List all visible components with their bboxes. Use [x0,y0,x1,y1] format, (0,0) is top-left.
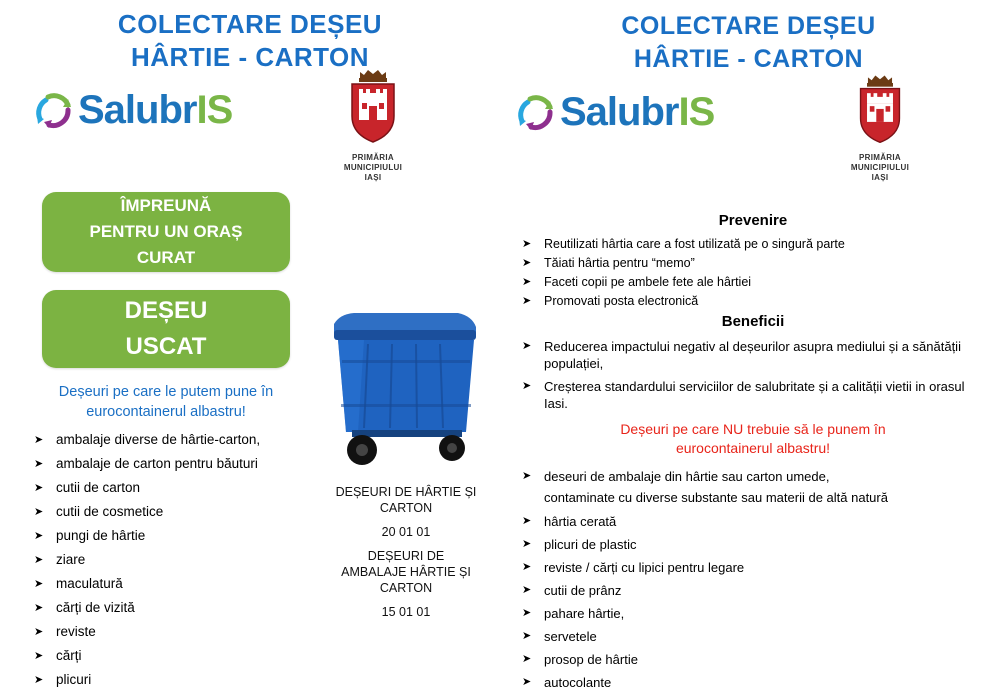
bin-caption-line2: CARTON [379,501,433,515]
coa-caption-line3: IAȘI [871,173,889,182]
forbidden-waste-list-2 [518,513,988,691]
green-box-2-line1: DEȘEU [124,297,208,324]
forbidden-note-line2: eurocontainerul albastru! [675,440,831,456]
accepted-note-line1: Deșeuri pe care le putem pune în [58,384,274,400]
left-logo-row [0,74,500,182]
bin-caption [310,484,502,628]
list-item: ➤ pahare hârtie, [518,605,988,622]
right-title [500,0,997,76]
right-panel [500,0,997,700]
salubris-wordmark-part1: Salubr [78,88,197,132]
forbidden-waste-list [518,468,988,485]
list-item: ➤ hârtia cerată [518,513,988,530]
list-item: ➤ ambalaje diverse de hârtie-carton, [30,432,310,448]
list-item: ➤ Faceti copii pe ambele fete ale hârtiei [518,275,988,290]
salubris-wordmark [560,90,714,135]
list-item: ➤ Reutilizati hârtia care a fost utilizată pe o singură parte [518,237,988,252]
bin-caption-line3: DEȘEURI DE [367,549,445,563]
right-content [518,212,988,697]
list-item: ➤ ziare [30,552,310,568]
coa-caption-line1: PRIMĂRIA [859,153,901,162]
salubris-logo [514,90,714,135]
salubris-wordmark [78,88,232,133]
right-title-line1: COLECTARE DEȘEU [621,12,876,40]
forbidden-waste-note [518,420,988,458]
right-logo-row [500,76,997,182]
list-item: ➤ cutii de carton [30,480,310,496]
forbidden-first-continuation: contaminate cu diverse substante sau materii de altă natură [544,490,888,505]
left-title-line1: COLECTARE DEȘEU [117,9,383,39]
prevention-heading: Prevenire [718,212,788,229]
salubris-wordmark-part2: IS [196,88,233,132]
green-box-2-line2: USCAT [125,333,207,360]
bin-caption-line4: AMBALAJE HÂRTIE ȘI [341,565,471,579]
left-coa-caption [338,153,408,183]
recycle-arrows-icon [514,91,558,135]
accepted-waste-note [30,382,302,422]
blue-waste-container-icon [316,300,496,480]
coa-caption-line1: PRIMĂRIA [352,153,394,162]
salubris-wordmark-part2: IS [678,90,715,134]
list-item: ➤ prosop de hârtie [518,651,988,668]
left-title [0,0,500,74]
right-title-line2: HÂRTIE - CARTON [633,45,864,73]
list-item: ➤ plicuri de plastic [518,536,988,553]
coa-caption-line2: MUNICIPIULUI [343,163,403,172]
list-item: ➤ cărți [30,648,310,664]
iasi-coat-of-arms-icon [342,133,404,150]
list-item: ➤ Promovati posta electronică [518,294,988,309]
green-box-1-line1: ÎMPREUNĂ [120,196,212,215]
list-item: ➤ cărți de vizită [30,600,310,616]
accepted-note-line2: eurocontainerul albastru! [86,404,246,420]
list-item: ➤ cutii de cosmetice [30,504,310,520]
forbidden-note-line1: Deșeuri pe care NU trebuie să le punem în [620,421,886,437]
right-coat-of-arms [845,70,915,183]
list-item: ➤ plicuri [30,672,310,688]
prevention-list [518,237,988,309]
waste-code-2: 15 01 01 [381,605,431,619]
salubris-logo [32,88,232,133]
bin-caption-line5: CARTON [379,581,433,595]
list-item: ➤ pungi de hârtie [30,528,310,544]
list-item: ➤ Reducerea impactului negativ al deșeurilor asupra mediului și a sănătății populației, [518,338,988,372]
left-title-line2: HÂRTIE - CARTON [130,42,370,72]
list-item: ➤ autocolante [518,674,988,691]
list-item: ➤ servetele [518,628,988,645]
accepted-waste-list [30,432,310,696]
list-item: ➤ Tăiati hârtia pentru “memo” [518,256,988,271]
salubris-wordmark-part1: Salubr [560,90,679,134]
green-box-together [42,192,290,272]
coa-caption-line3: IAȘI [364,173,382,182]
green-box-1-line2: PENTRU UN ORAȘ [89,222,243,241]
list-item: ➤ ambalaje de carton pentru băuturi [30,456,310,472]
green-box-1-line3: CURAT [136,248,196,267]
coa-caption-line2: MUNICIPIULUI [850,163,910,172]
left-coat-of-arms [338,64,408,183]
iasi-coat-of-arms-icon [851,133,909,150]
waste-code-1: 20 01 01 [381,525,431,539]
list-item: ➤ reviste [30,624,310,640]
benefits-heading: Beneficii [721,313,785,330]
list-item: ➤ reviste / cărți cu lipici pentru legare [518,559,988,576]
list-item: ➤ cutii de prânz [518,582,988,599]
benefits-list [518,338,988,412]
right-coa-caption [845,153,915,183]
list-item: ➤ deseuri de ambalaje din hârtie sau carton umede, [518,468,988,485]
list-item: ➤ maculatură [30,576,310,592]
green-box-dry-waste [42,290,290,368]
bin-caption-line1: DEȘEURI DE HÂRTIE ȘI [335,485,477,499]
recycle-arrows-icon [32,89,76,133]
list-item: ➤ Creșterea standardului serviciilor de salubritate și a calității vietii in orasul Iasi. [518,378,988,412]
